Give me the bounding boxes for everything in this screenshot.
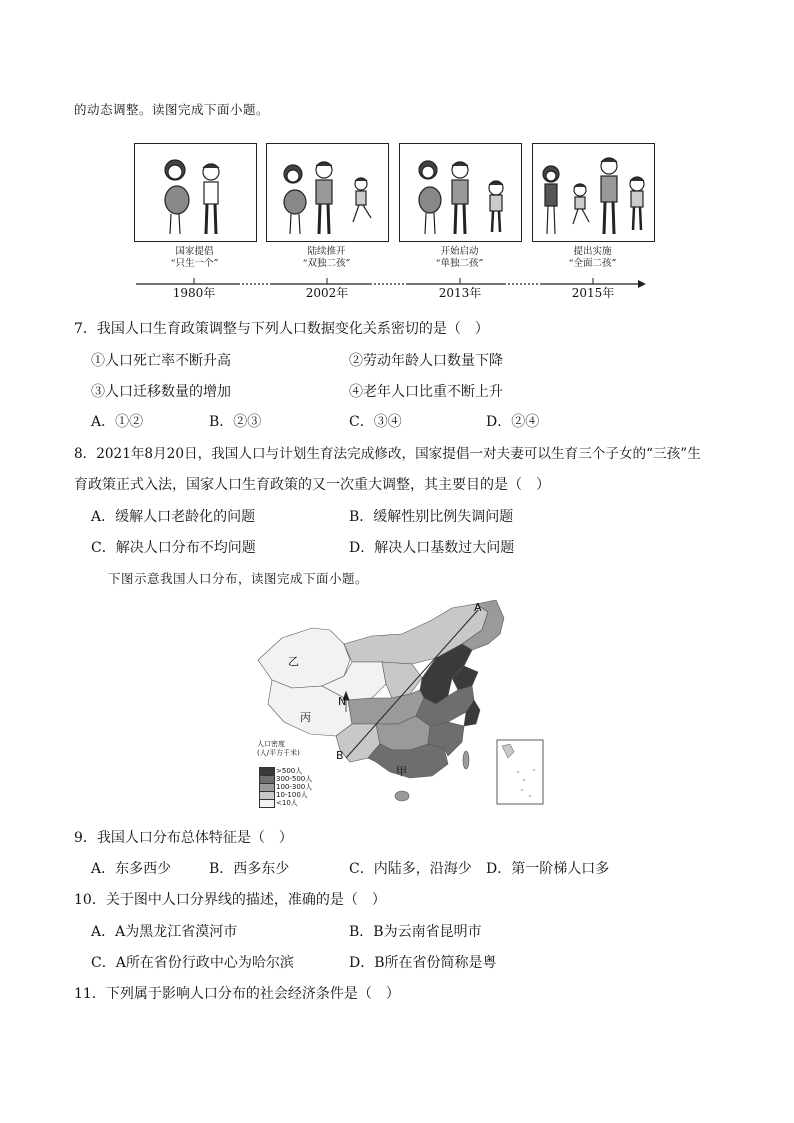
legend-title-1: 人口密度 (257, 740, 285, 748)
caption-2015-line2: “全面二孩” (568, 258, 617, 269)
q7-statement-4: ④老年人口比重不断上升 (349, 384, 503, 400)
year-2015: 2015年 (571, 286, 615, 300)
caption-1980-line2: “只生一个” (170, 258, 219, 269)
legend-title-2: (人/平方千米) (257, 749, 300, 757)
q9-option-d[interactable]: D．第一阶梯人口多 (486, 861, 610, 877)
family-illustration-2002 (267, 144, 388, 241)
panel-2015-illustration (532, 143, 655, 242)
q10-option-c[interactable]: C．A所在省份行政中心为哈尔滨 (91, 955, 294, 971)
question-8-stem-line2: 育政策正式入法，国家人口生育政策的又一次重大调整，其主要目的是（ ） (74, 477, 550, 493)
q9-option-b[interactable]: B．西多东少 (209, 861, 290, 877)
intro-text-2: 下图示意我国人口分布，读图完成下面小题。 (108, 571, 369, 586)
map-label-yi: 乙 (288, 655, 299, 668)
couple-illustration (135, 144, 256, 241)
map-label-jia: 甲 (396, 765, 407, 778)
legend-label-10-100: 10-100人 (276, 791, 308, 799)
family-illustration-2013 (400, 144, 521, 241)
q7-statement-1: ①人口死亡率不断升高 (91, 353, 231, 369)
caption-1980-line1: 国家提倡 (175, 246, 214, 257)
family-illustration-2015 (533, 144, 654, 241)
legend-label-100-300: 100-300人 (276, 783, 313, 791)
question-9-stem: 9．我国人口分布总体特征是（ ） (74, 830, 293, 846)
question-10-stem: 10．关于图中人口分界线的描述，准确的是（ ） (74, 892, 386, 908)
question-11-stem: 11．下列属于影响人口分布的社会经济条件是（ ） (74, 986, 400, 1002)
map-label-a: A (474, 601, 482, 614)
map-label-b: B (336, 749, 344, 762)
q8-option-b[interactable]: B．缓解性别比例失调问题 (349, 509, 514, 525)
caption-2013-line2: “单独二孩” (435, 258, 484, 269)
legend-label-under10: <10人 (276, 799, 298, 807)
legend-swatch-under10 (259, 799, 275, 808)
year-2002: 2002年 (305, 286, 349, 300)
caption-2002-line1: 陆续推开 (307, 246, 346, 257)
q10-option-d[interactable]: D．B所在省份简称是粤 (349, 955, 497, 971)
q8-option-d[interactable]: D．解决人口基数过大问题 (349, 540, 515, 556)
caption-2015-line1: 提出实施 (573, 246, 612, 257)
caption-2002-line2: “双独二孩” (302, 258, 351, 269)
map-label-bing: 丙 (300, 711, 311, 724)
question-8-stem-line1: 8．2021年8月20日，我国人口与计划生育法完成修改，国家提倡一对夫妻可以生育三个子女的“三孩”生 (74, 446, 701, 462)
caption-2013-line1: 开始启动 (440, 246, 479, 257)
panel-1980-illustration (134, 143, 257, 242)
year-2013: 2013年 (438, 286, 482, 300)
map-label-n: N (338, 695, 347, 708)
q7-option-a[interactable]: A．①② (91, 414, 144, 430)
q7-statement-2: ②劳动年龄人口数量下降 (349, 353, 503, 369)
q7-option-b[interactable]: B．②③ (209, 414, 262, 430)
year-1980: 1980年 (172, 286, 216, 300)
q8-option-c[interactable]: C．解决人口分布不均问题 (91, 540, 256, 556)
legend-label-500plus: >500人 (276, 767, 303, 775)
q8-option-a[interactable]: A．缓解人口老龄化的问题 (91, 509, 256, 525)
q7-option-d[interactable]: D．②④ (486, 414, 540, 430)
intro-text-1: 的动态调整。读图完成下面小题。 (74, 102, 270, 117)
q9-option-a[interactable]: A．东多西少 (91, 861, 172, 877)
q7-statement-3: ③人口迁移数量的增加 (91, 384, 231, 400)
question-7-stem: 7．我国人口生育政策调整与下列人口数据变化关系密切的是（ ） (74, 321, 489, 337)
q9-option-c[interactable]: C．内陆多，沿海少 (349, 861, 472, 877)
panel-2002-illustration (266, 143, 389, 242)
q10-option-b[interactable]: B．B为云南省昆明市 (349, 924, 482, 940)
q7-option-c[interactable]: C．③④ (349, 414, 402, 430)
q10-option-a[interactable]: A．A为黑龙江省漠河市 (91, 924, 238, 940)
legend-label-300-500: 300-500人 (276, 775, 313, 783)
panel-2013-illustration (399, 143, 522, 242)
